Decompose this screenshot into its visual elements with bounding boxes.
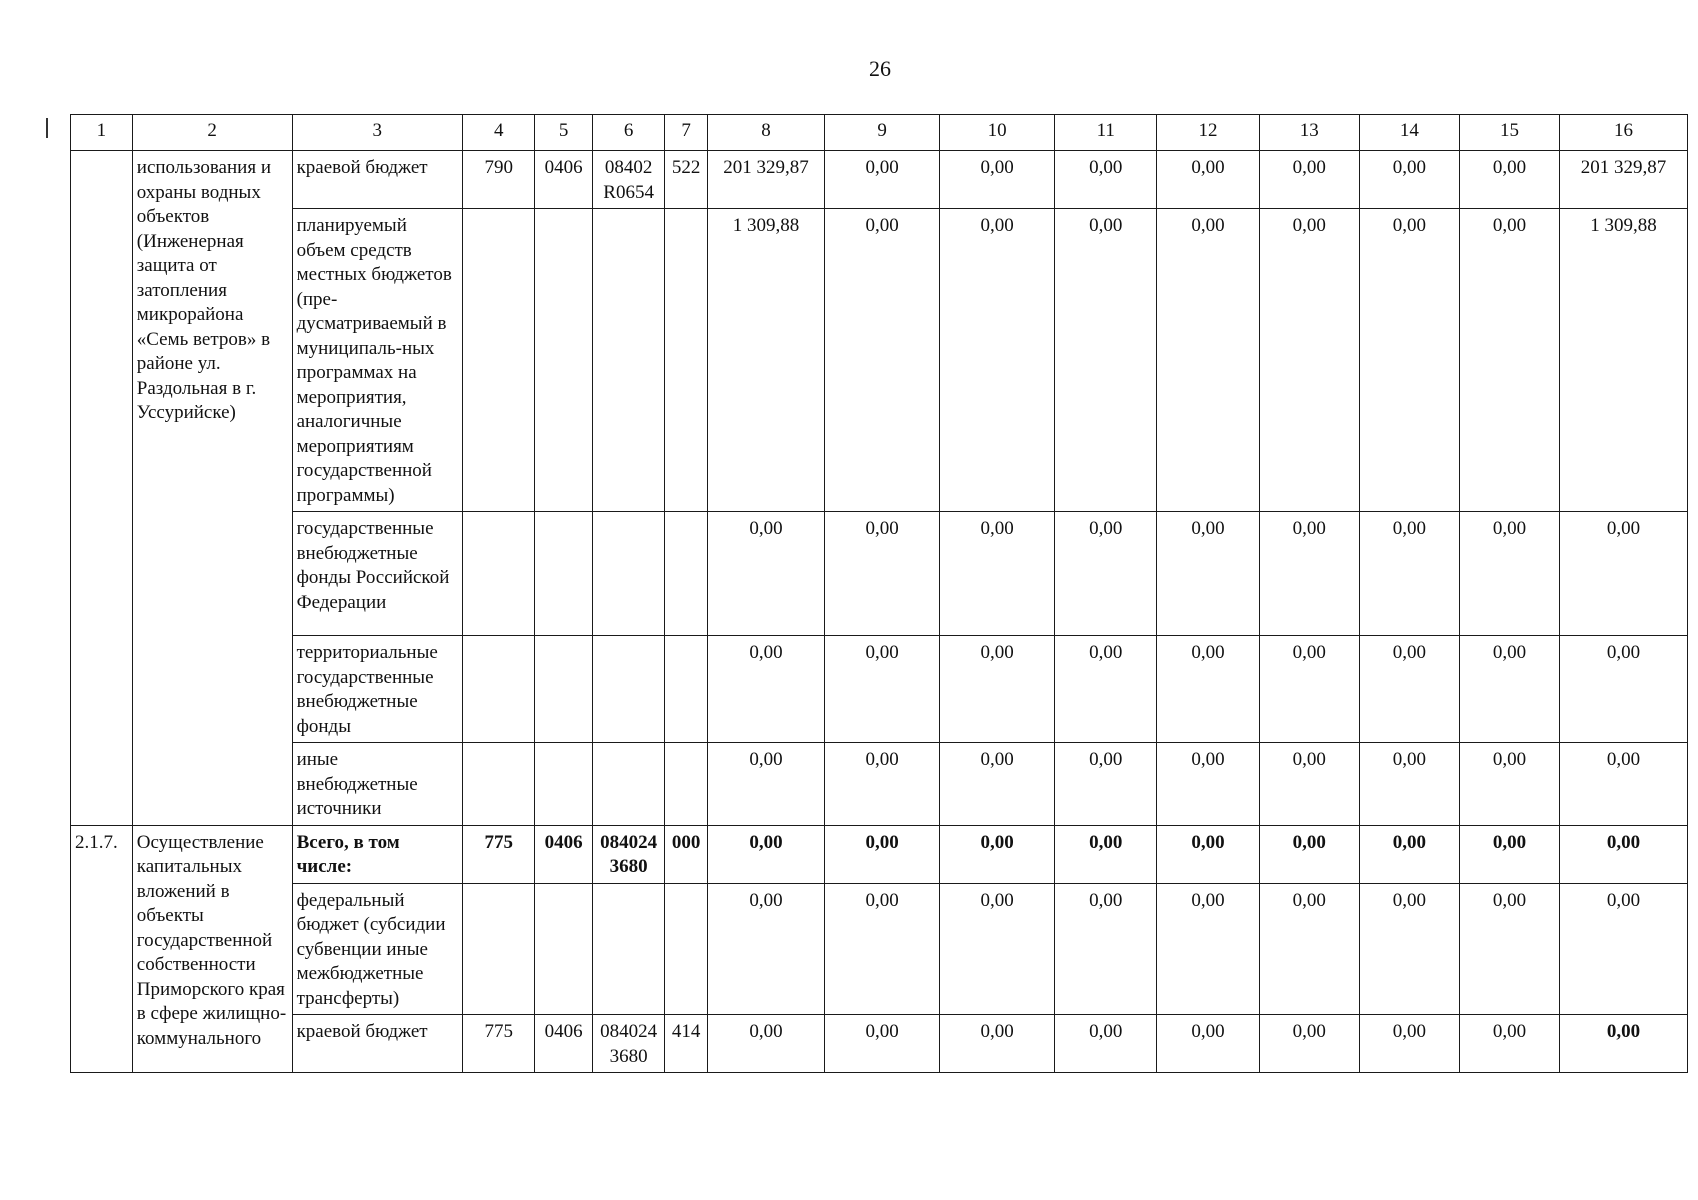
page-number: 26	[869, 56, 891, 81]
amount-cell: 0,00	[1055, 512, 1157, 636]
amount-cell: 0,00	[707, 1015, 824, 1073]
amount-cell: 0,00	[1359, 883, 1459, 1015]
column-header: 11	[1055, 115, 1157, 151]
amount-cell: 0,00	[1560, 1015, 1688, 1073]
grbs-code	[462, 209, 534, 512]
grbs-code: 775	[462, 825, 534, 883]
target-item-code: 084024 3680	[592, 1015, 664, 1073]
amount-cell: 0,00	[1055, 1015, 1157, 1073]
budget-table	[70, 114, 1688, 1073]
amount-cell: 0,00	[940, 636, 1055, 743]
amount-cell: 0,00	[1055, 636, 1157, 743]
table-row	[71, 209, 1688, 512]
funding-source: государственные внебюджетные фонды Российской Федерации	[292, 512, 462, 636]
amount-cell: 0,00	[1055, 825, 1157, 883]
column-header: 2	[132, 115, 292, 151]
section-code: 0406	[535, 825, 593, 883]
column-header: 1	[71, 115, 133, 151]
amount-cell: 0,00	[1359, 151, 1459, 209]
amount-cell: 0,00	[1157, 209, 1259, 512]
amount-cell: 0,00	[707, 512, 824, 636]
amount-cell: 0,00	[1560, 636, 1688, 743]
column-header: 4	[462, 115, 534, 151]
amount-cell: 0,00	[1359, 743, 1459, 826]
amount-cell: 0,00	[1259, 636, 1359, 743]
amount-cell: 0,00	[825, 1015, 940, 1073]
amount-cell: 1 309,88	[1560, 209, 1688, 512]
column-header: 3	[292, 115, 462, 151]
amount-cell: 0,00	[825, 209, 940, 512]
item-number: 2.1.7.	[71, 825, 133, 1073]
amount-cell: 0,00	[940, 512, 1055, 636]
funding-source: Всего, в том числе:	[292, 825, 462, 883]
section-code	[535, 209, 593, 512]
amount-cell: 0,00	[1157, 636, 1259, 743]
expense-type-code	[665, 636, 708, 743]
amount-cell: 0,00	[940, 209, 1055, 512]
amount-cell: 0,00	[707, 825, 824, 883]
column-header: 16	[1560, 115, 1688, 151]
amount-cell: 0,00	[1359, 636, 1459, 743]
target-item-code	[592, 883, 664, 1015]
amount-cell: 0,00	[825, 512, 940, 636]
amount-cell: 0,00	[1459, 209, 1559, 512]
amount-cell: 0,00	[1055, 743, 1157, 826]
target-item-code	[592, 636, 664, 743]
amount-cell: 0,00	[1157, 151, 1259, 209]
column-header: 15	[1459, 115, 1559, 151]
amount-cell: 0,00	[1157, 743, 1259, 826]
expense-type-code: 522	[665, 151, 708, 209]
target-item-code	[592, 743, 664, 826]
table-row	[71, 743, 1688, 826]
target-item-code: 084024 3680	[592, 825, 664, 883]
amount-cell: 0,00	[1459, 825, 1559, 883]
expense-type-code	[665, 512, 708, 636]
amount-cell: 0,00	[1259, 825, 1359, 883]
item-number	[71, 151, 133, 826]
section-code: 0406	[535, 151, 593, 209]
header-row	[71, 115, 1688, 151]
amount-cell: 0,00	[825, 825, 940, 883]
amount-cell: 0,00	[1359, 209, 1459, 512]
amount-cell: 0,00	[940, 883, 1055, 1015]
amount-cell: 0,00	[1560, 743, 1688, 826]
amount-cell: 0,00	[1055, 883, 1157, 1015]
amount-cell: 0,00	[1157, 1015, 1259, 1073]
column-header: 5	[535, 115, 593, 151]
amount-cell: 0,00	[1459, 743, 1559, 826]
amount-cell: 0,00	[1560, 883, 1688, 1015]
section-code: 0406	[535, 1015, 593, 1073]
target-item-code	[592, 512, 664, 636]
expense-type-code	[665, 209, 708, 512]
section-code	[535, 636, 593, 743]
grbs-code	[462, 743, 534, 826]
amount-cell: 0,00	[940, 151, 1055, 209]
amount-cell: 0,00	[825, 636, 940, 743]
amount-cell: 0,00	[1359, 1015, 1459, 1073]
amount-cell: 0,00	[707, 743, 824, 826]
funding-source: федеральный бюджет (субсидии субвенции иные межбюджетные трансферты)	[292, 883, 462, 1015]
amount-cell: 0,00	[1459, 636, 1559, 743]
amount-cell: 0,00	[1157, 512, 1259, 636]
amount-cell: 0,00	[940, 1015, 1055, 1073]
amount-cell: 0,00	[1157, 825, 1259, 883]
funding-source: краевой бюджет	[292, 151, 462, 209]
column-header: 8	[707, 115, 824, 151]
amount-cell: 0,00	[825, 151, 940, 209]
amount-cell: 0,00	[707, 883, 824, 1015]
expense-type-code	[665, 883, 708, 1015]
grbs-code	[462, 512, 534, 636]
amount-cell: 0,00	[825, 743, 940, 826]
target-item-code	[592, 209, 664, 512]
amount-cell: 0,00	[1259, 1015, 1359, 1073]
amount-cell: 0,00	[1459, 512, 1559, 636]
scan-artifact-mark	[46, 118, 48, 138]
amount-cell: 0,00	[1459, 883, 1559, 1015]
amount-cell: 0,00	[1055, 209, 1157, 512]
column-header: 7	[665, 115, 708, 151]
item-name: использования и охраны водных объектов (Инженерная защита от затопления микрорайона «Семь ветров» в районе ул. Раздольная в г. Уссурийске)	[132, 151, 292, 826]
amount-cell: 0,00	[1157, 883, 1259, 1015]
amount-cell: 201 329,87	[707, 151, 824, 209]
section-code	[535, 512, 593, 636]
amount-cell: 0,00	[1459, 1015, 1559, 1073]
target-item-code: 08402 R0654	[592, 151, 664, 209]
section-code	[535, 743, 593, 826]
amount-cell: 0,00	[825, 883, 940, 1015]
funding-source: территориальные государственные внебюджетные фонды	[292, 636, 462, 743]
grbs-code: 775	[462, 1015, 534, 1073]
amount-cell: 0,00	[940, 743, 1055, 826]
amount-cell: 0,00	[940, 825, 1055, 883]
funding-source: иные внебюджетные источники	[292, 743, 462, 826]
column-header: 13	[1259, 115, 1359, 151]
column-header: 9	[825, 115, 940, 151]
amount-cell: 0,00	[1259, 512, 1359, 636]
column-header: 12	[1157, 115, 1259, 151]
table-row	[71, 883, 1688, 1015]
expense-type-code: 414	[665, 1015, 708, 1073]
table-row	[71, 151, 1688, 209]
amount-cell: 201 329,87	[1560, 151, 1688, 209]
amount-cell: 0,00	[707, 636, 824, 743]
funding-source: планируемый объем средств местных бюджетов (пре-дусматриваемый в муниципаль-ных программах на мероприятия, аналогичные мероприятиям государственной программы)	[292, 209, 462, 512]
table-row	[71, 636, 1688, 743]
grbs-code	[462, 636, 534, 743]
amount-cell: 0,00	[1259, 209, 1359, 512]
amount-cell: 0,00	[1259, 883, 1359, 1015]
amount-cell: 0,00	[1259, 743, 1359, 826]
funding-source: краевой бюджет	[292, 1015, 462, 1073]
table-row	[71, 1015, 1688, 1073]
amount-cell: 1 309,88	[707, 209, 824, 512]
column-header: 10	[940, 115, 1055, 151]
expense-type-code: 000	[665, 825, 708, 883]
table-row	[71, 512, 1688, 636]
grbs-code: 790	[462, 151, 534, 209]
table-row-total	[71, 825, 1688, 883]
grbs-code	[462, 883, 534, 1015]
amount-cell: 0,00	[1459, 151, 1559, 209]
column-header: 6	[592, 115, 664, 151]
amount-cell: 0,00	[1359, 825, 1459, 883]
amount-cell: 0,00	[1055, 151, 1157, 209]
amount-cell: 0,00	[1560, 825, 1688, 883]
amount-cell: 0,00	[1560, 512, 1688, 636]
expense-type-code	[665, 743, 708, 826]
item-name: Осуществление капитальных вложений в объекты государственной собственности Приморского края в сфере жилищно-коммунального	[132, 825, 292, 1073]
amount-cell: 0,00	[1359, 512, 1459, 636]
amount-cell: 0,00	[1259, 151, 1359, 209]
section-code	[535, 883, 593, 1015]
column-header: 14	[1359, 115, 1459, 151]
